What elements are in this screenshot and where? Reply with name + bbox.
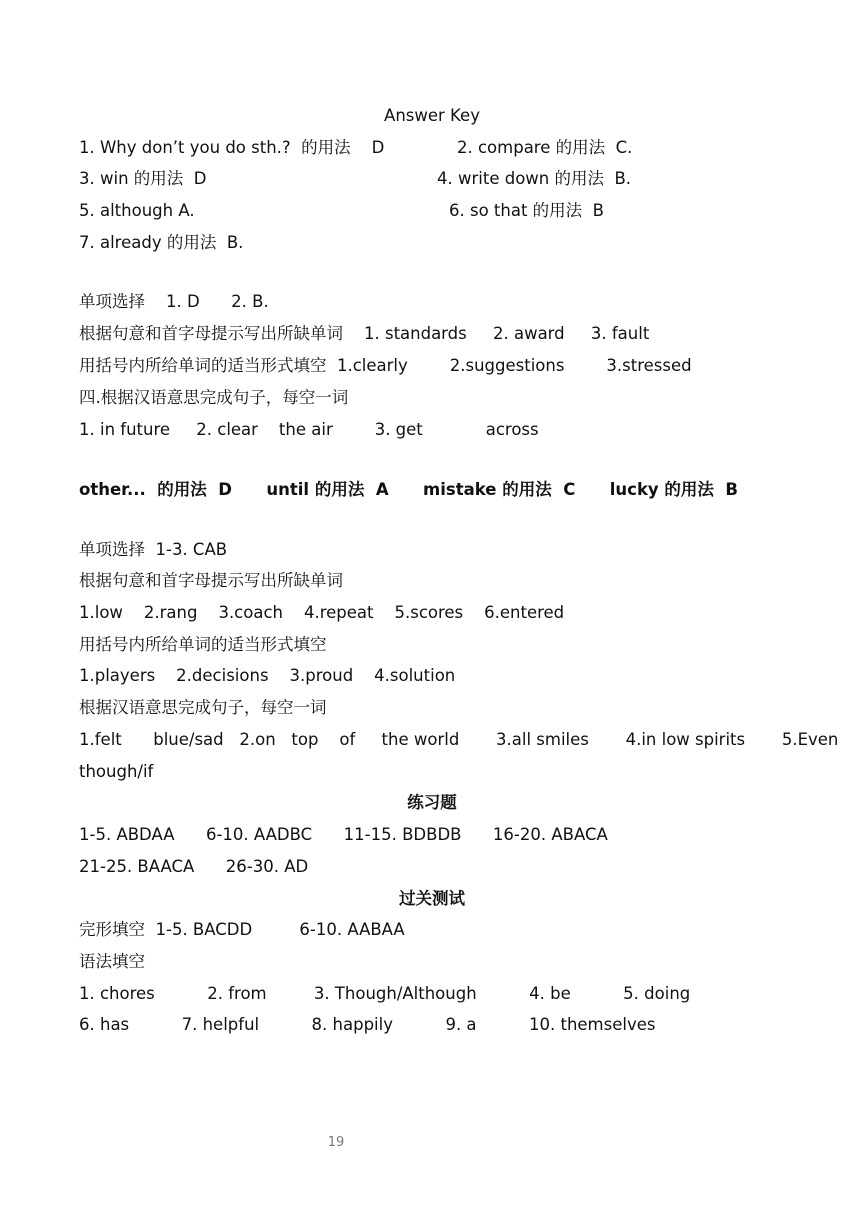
usage-line: other... 的用法 D until 的用法 A mistake 的用法 C lucky 的用法 B <box>79 480 738 499</box>
answer-line: 1.low 2.rang 3.coach 4.repeat 5.scores 6.entered <box>79 603 565 622</box>
answer-line: 5. although A. <box>79 201 195 220</box>
test-heading: 过关测试 <box>399 889 465 908</box>
answer-line: 用括号内所给单词的适当形式填空 1.clearly 2.suggestions 3.stressed <box>79 356 692 375</box>
answer-line: 1.players 2.decisions 3.proud 4.solution <box>79 666 456 685</box>
answer-line: 根据句意和首字母提示写出所缺单词 1. standards 2. award 3. fault <box>79 324 650 343</box>
answer-line: 1. in future 2. clear the air 3. get across <box>79 420 539 439</box>
answer-line: 7. already 的用法 B. <box>79 233 244 252</box>
answer-line: 1.felt blue/sad 2.on top of the world 3.all smiles 4.in low spirits 5.Even <box>79 730 839 749</box>
answer-line: 完形填空 1-5. BACDD 6-10. AABAA <box>79 920 405 939</box>
answer-line: 6. has 7. helpful 8. happily 9. a 10. themselves <box>79 1015 656 1034</box>
page-number: 19 <box>327 1135 345 1150</box>
answer-line: 6. so that 的用法 B <box>449 201 604 220</box>
answer-line: 1. chores 2. from 3. Though/Although 4. be 5. doing <box>79 984 691 1003</box>
answer-line: 1. Why don’t you do sth.? 的用法 D <box>79 138 385 157</box>
answer-line: 根据汉语意思完成句子，每空一词 <box>79 698 327 717</box>
answer-line: 单项选择 1. D 2. B. <box>79 292 269 311</box>
answer-line: 根据句意和首字母提示写出所缺单词 <box>79 571 343 590</box>
answer-line: 21-25. BAACA 26-30. AD <box>79 857 309 876</box>
answer-line: though/if <box>79 762 154 781</box>
answer-line: 用括号内所给单词的适当形式填空 <box>79 635 327 654</box>
practice-heading: 练习题 <box>407 793 457 812</box>
answer-line: 3. win 的用法 D <box>79 169 207 188</box>
page-title: Answer Key <box>384 106 480 125</box>
answer-line: 语法填空 <box>79 952 145 971</box>
answer-line: 2. compare 的用法 C. <box>457 138 633 157</box>
answer-line: 1-5. ABDAA 6-10. AADBC 11-15. BDBDB 16-20. ABACA <box>79 825 608 844</box>
answer-line: 单项选择 1-3. CAB <box>79 540 228 559</box>
answer-line: 四.根据汉语意思完成句子，每空一词 <box>79 388 349 407</box>
answer-line: 4. write down 的用法 B. <box>437 169 632 188</box>
